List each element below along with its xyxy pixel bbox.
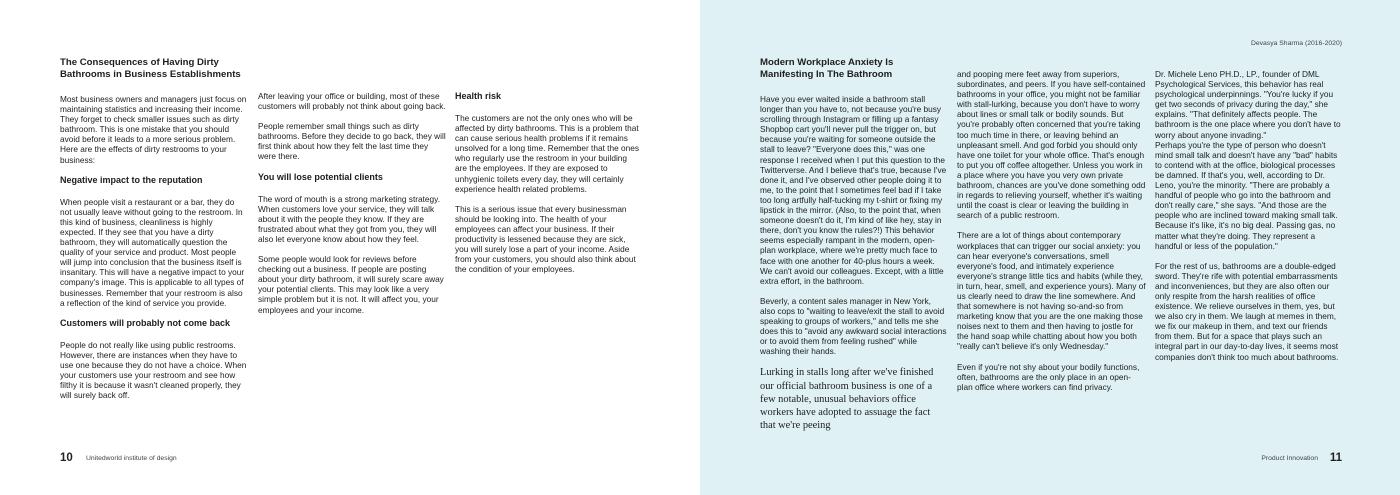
right-column-3 xyxy=(1155,69,1342,372)
left-column-1 xyxy=(60,57,248,410)
paragraph: When people visit a restaurant or a bar, they do not usually leave without going to the restroom. In this kind of business, cleanliness is highly expected. If they see that you have a dirty bathroom, they will automatically question the quality of your service and product. Most people will jump into conclusion that the business itself is insanitary. This will have a negative impact to your company's image. This is applicable to all types of businesses. Remember that your restroom is also a reflection of the kind of service you provide. xyxy=(60,196,245,308)
paragraph: After leaving your office or building, most of these customers will probably not think about going back. xyxy=(258,91,446,112)
footer-label: Product Innovation xyxy=(1261,455,1318,462)
paragraph: People remember small things such as dirty bathrooms. Before they decide to go back, they will first think about how they felt the last time they were there. xyxy=(258,121,446,162)
left-column-2 xyxy=(258,91,446,325)
pull-quote: Lurking in stalls long after we've finished our official bathroom business is one of a few notable, unusual behaviors office workers have adopted to assuage the fact that we're peeing xyxy=(760,367,934,432)
article-title: The Consequences of Having Dirty Bathrooms in Business Establishments xyxy=(60,57,241,80)
author-credit: Devasya Sharma (2016-2020) xyxy=(1250,40,1342,47)
right-column-2 xyxy=(957,69,1146,402)
paragraph: For the rest of us, bathrooms are a double-edged sword. They're rife with potential embarrassments and inconveniences, but they are also often our only respite from the harsh realities of office existence. We relieve ourselves in them, yes, but we also cry in them. We laugh at memes in them, we fix our makeup in them, and text our friends from them. But for a space that plays such an integral part in our day-to-day lives, it seems most companies don't think too much about bathrooms. xyxy=(1155,260,1339,362)
paragraph: The customers are not the only ones who will be affected by dirty bathrooms. This is a problem that can cause serious health problems if it remains unsolved for a long time. Remember that the ones who regularly use the restroom in your building are the employees. If they are exposed to unhygienic toilets every day, they will certainly experience health related problems. xyxy=(455,113,640,194)
paragraph: and pooping mere feet away from superiors, subordinates, and peers. If you have self-contained bathrooms in your office, you might not be familiar with stall-lurking, because you don't have to worry about lines or small talk or bodily sounds. But you're probably often concerned that you're taking too much time in there, or leaving behind an unpleasant smell. And god forbid you should only have one toilet for your whole office. That's enough to put you off coffee altogether. Unless you work in a place where you have you very own private bathroom, chances are you've done something odd in regards to relieving yourself, whether it's waiting until the coast is clear or leaving the building in search of a public restroom. xyxy=(957,69,1146,221)
paragraph: Perhaps you're the type of person who doesn't mind small talk and doesn't have any "bad" habits to contend with at the office, biological processes be damned. If that's you, well, according to Dr. Leno, you're the minority. "There are probably a handful of people who go into the bathroom and don't really care," she says. "And those are the people who are inclined toward making small talk. Because it's like, it's no big deal. Passing gas, no matter what they're doing. They represent a handful or less of the population." xyxy=(1155,139,1338,251)
footer-label: Unitedworld institute of design xyxy=(86,455,177,462)
right-column-1 xyxy=(760,57,948,442)
section-heading: Negative impact to the reputation xyxy=(60,174,203,185)
section-heading: Customers will probably not come back xyxy=(60,317,231,328)
paragraph: The word of mouth is a strong marketing strategy. When customers love your service, they will talk about it with the people they know. If they are frustrated about what they got from you, they will also let everyone know about how they feel. xyxy=(258,193,440,244)
paragraph: People do not really like using public restrooms. However, there are instances when they have to use one because they do not have a choice. When your customers use your restroom and see how filthy it is because it wasn't cleaned properly, they will surely back off. xyxy=(60,339,247,401)
right-page xyxy=(700,0,1400,495)
paragraph: There are a lot of things about contemporary workplaces that can trigger our social anxiety: you can hear everyone's conversations, smell everyone's food, and intimately experience everyone's strange little tics and habits (while they, in turn, hear, smell, and experience yours). Many of us clearly need to draw the line somewhere. And that somewhere is not having so-and-so from marketing know that you are the one making those noises next to them and then having to jostle for the hand soap while chatting about how you both "really can't believe it's only Wednesday." xyxy=(957,230,1146,352)
page-number: 11 xyxy=(1329,452,1342,464)
paragraph: This is a serious issue that every businessman should be looking into. The health of your employees can affect your business. If their productivity is lessened because they are sick, you will surely lose a part of your income. Aside from your customers, you should also think about the condition of your employees. xyxy=(455,203,636,275)
paragraph: Even if you're not shy about your bodily functions, often, bathrooms are the only place in an open-plan office where workers can find privacy. xyxy=(957,361,1140,392)
section-heading: Health risk xyxy=(455,91,502,101)
article-title: Modern Workplace Anxiety Is Manifesting In The Bathroom xyxy=(760,57,894,80)
page-number: 10 xyxy=(60,452,73,464)
left-column-3 xyxy=(455,91,641,284)
paragraph: Most business owners and managers just focus on maintaining statistics and increasing their income. They forget to check smaller issues such as dirty bathroom. This is one mistake that you should avoid before it leads to a more serious problem. Here are the effects of dirty restrooms to your business: xyxy=(60,94,247,165)
paragraph: Beverly, a content sales manager in New York, also cops to "waiting to leave/exit the stall to avoid speaking to groups of workers," and tells me she does this to "avoid any awkward social interactions or to avoid them from feeling rushed" while washing their hands. xyxy=(760,295,947,357)
paragraph: Some people would look for reviews before checking out a business. If people are posting about your dirty bathroom, it will surely scare away your potential clients. This may look like a very simple problem but it is not. It will affect you, your employees and your income. xyxy=(258,254,444,315)
paragraph: Dr. Michele Leno PH.D., LP., founder of DML Psychological Services, this behavior has real psychological underpinnings. "You're lucky if you get two seconds of privacy during the day," she explains. "That definitely affects people. The bathroom is the one place where you don't have to worry about anyone invading." xyxy=(1155,69,1341,140)
section-heading: You will lose potential clients xyxy=(258,171,383,182)
paragraph: Have you ever waited inside a bathroom stall longer than you have to, not because you're busy scrolling through Instagram or filling up a fantasy Shopbop cart you'll never pull the trigger on, but because you're waiting for someone outside the stall to leave? "Everyone does this," was one response I received when I put this question to the Twitterverse. And I believe that's true, because I've done it, and I've observed other people doing it to me, to the point that I sometimes feel bad if I take too long artfully half-tucking my t-shirt or fixing my lipstick in the mirror. (Also, to the point that, when someone doesn't do it, I'm kind of like hey, stay in there, don't you know the rules?!) This behavior seems especially rampant in the modern, open-plan workplace, where we're pretty much face to face with one another for 40-plus hours a week. We can't avoid our colleagues. Except, with a little extra effort, in the bathroom. xyxy=(760,94,947,286)
